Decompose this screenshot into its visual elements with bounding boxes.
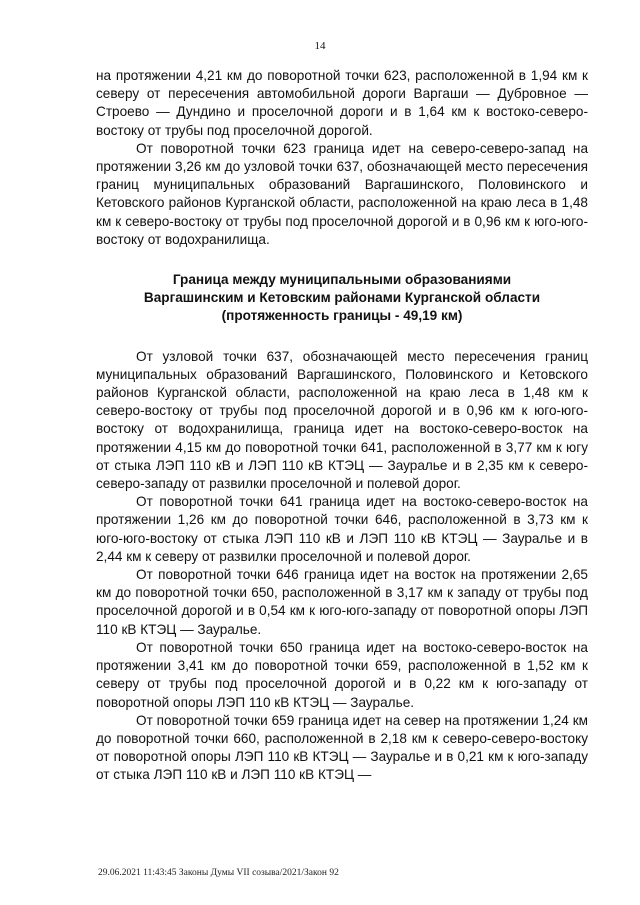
document-body: [96, 67, 588, 785]
section-heading-line-3: (протяженность границы - 49,19 км): [221, 308, 463, 324]
paragraph: От поворотной точки 650 граница идет на востоко-северо-восток на протяжении 3,41 км до поворотной точки 659, расположенной в 1,52 км к северу от трубы под проселочной дорогой и в 0,22 км к юго-западу от поворотной опоры ЛЭП 110 кВ КТЭЦ — Зауралье.: [96, 639, 588, 710]
section-heading-line-1: Граница между муниципальными образованиями: [172, 272, 512, 288]
paragraph: От поворотной точки 646 граница идет на восток на протяжении 2,65 км до поворотной точки 650, расположенной в 3,17 км к западу от трубы под проселочной дорогой и в 0,54 км к юго-юго-западу от поворотной опоры ЛЭП 110 кВ КТЭЦ — Зауралье.: [96, 567, 588, 637]
section-heading: [96, 271, 588, 326]
paragraph: От поворотной точки 641 граница идет на востоко-северо-восток на протяжении 1,26 км до поворотной точки 646, расположенной в 3,73 км к юго-юго-востоку от стыка ЛЭП 110 кВ и ЛЭП 110 кВ КТЭЦ — Зауралье и в 2,44 км к северу от развилки проселочной и полевой дорог.: [96, 494, 588, 564]
section-heading-line-2: Варгашинским и Кетовским районами Курганской области: [143, 290, 541, 306]
paragraph: От поворотной точки 659 граница идет на север на протяжении 1,24 км до поворотной точки 660, расположенной в 2,18 км к северо-северо-востоку от поворотной опоры ЛЭП 110 кВ КТЭЦ — Зауралье и в 0,21 км к юго-западу от стыка ЛЭП 110 кВ и ЛЭП 110 кВ КТЭЦ —: [96, 712, 588, 783]
paragraph-continued: на протяжении 4,21 км до поворотной точки 623, расположенной в 1,94 км к северу от пересечения автомобильной дороги Варгаши — Дубровное — Строево — Дундино и проселочной дороги и в 1,64 км к востоко-северо-востоку от трубы под проселочной дорогой.: [96, 68, 588, 138]
paragraph: От узловой точки 637, обозначающей место пересечения границ муниципальных образований Варгашинского, Половинского и Кетовского районов Курганской области, расположенной на краю леса в 1,48 км к северо-востоку от трубы под проселочной дорогой и в 0,96 км к юго-юго-востоку от водохранилища, граница идет на востоко-северо-восток на протяжении 4,15 км до поворотной точки 641, расположенной в 3,77 км к югу от стыка ЛЭП 110 кВ и ЛЭП 110 кВ КТЭЦ — Зауралье и в 2,35 км к северо-северо-западу от развилки проселочной и полевой дорог.: [96, 348, 588, 492]
footer-stamp: 29.06.2021 11:43:45 Законы Думы VII созыва/2021/Закон 92: [98, 868, 339, 878]
paragraph: От поворотной точки 623 граница идет на северо-северо-запад на протяжении 3,26 км до узловой точки 637, обозначающей место пересечения границ муниципальных образований Варгашинского, Половинского и Кетовского районов Курганской области, расположенной на краю леса в 1,48 км к северо-востоку от трубы под проселочной дорогой и в 0,96 км к юго-юго-востоку от водохранилища.: [96, 140, 588, 247]
page-number: 14: [314, 40, 326, 52]
